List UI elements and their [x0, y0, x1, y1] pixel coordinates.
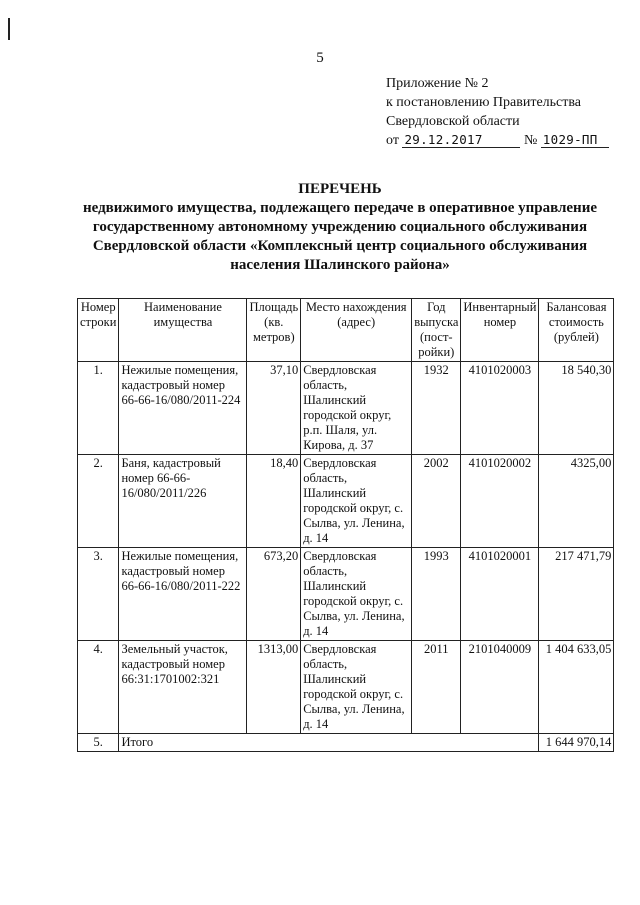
cell-row-number: 4.: [78, 641, 119, 734]
cell-inventory-number: 4101020003: [461, 362, 539, 455]
cell-address: Свердловская область, Шалинский городской округ, с. Сылва, ул. Ленина, д. 14: [301, 641, 412, 734]
cell-inventory-number: 4101020001: [461, 548, 539, 641]
table-row: [78, 455, 614, 548]
cell-property-name: Земельный участок, кадастровый номер 66:31:1701002:321: [119, 641, 247, 734]
number-prefix: №: [523, 133, 538, 148]
cell-address: Свердловская область, Шалинский городской округ, с. Сылва, ул. Ленина, д. 14: [301, 455, 412, 548]
property-table: [77, 298, 614, 752]
cell-row-number: 1.: [78, 362, 119, 455]
title-heading: ПЕРЕЧЕНЬ: [298, 181, 382, 197]
cell-balance-cost: 217 471,79: [539, 548, 614, 641]
appendix-block: [386, 74, 609, 150]
resolution-date: 29.12.2017: [402, 132, 520, 148]
cell-balance-cost: 18 540,30: [539, 362, 614, 455]
cell-address: Свердловская область, Шалинский городской округ, р.п. Шаля, ул. Кирова, д. 37: [301, 362, 412, 455]
header-row-number: Номер строки: [78, 299, 119, 362]
page-edge-mark: [8, 18, 10, 40]
header-area: Площадь (кв. метров): [247, 299, 301, 362]
cell-area: 1313,00: [247, 641, 301, 734]
cell-year: 2011: [412, 641, 461, 734]
title-body: недвижимого имущества, подлежащего передаче в оперативное управление государственному автономному учреждению социального обслуживания Свердловской области «Комплексный центр социального обслуживания населения Шалинского района»: [82, 200, 598, 273]
cell-property-name: Нежилые помещения, кадастровый номер 66-66-16/080/2011-222: [119, 548, 247, 641]
page-number: 5: [316, 50, 324, 66]
document-title: [70, 180, 610, 275]
cell-area: 37,10: [247, 362, 301, 455]
cell-total-cost: 1 644 970,14: [539, 734, 614, 752]
header-address: Место нахождения (адрес): [301, 299, 412, 362]
appendix-line-2: к постановлению Правительства: [386, 95, 582, 110]
cell-property-name: Баня, кадастровый номер 66-66-16/080/2011/226: [119, 455, 247, 548]
header-year: Год выпуска (пост-ройки): [412, 299, 461, 362]
cell-total-label: Итого: [119, 734, 539, 752]
appendix-date-line: [386, 131, 609, 150]
cell-balance-cost: 4325,00: [539, 455, 614, 548]
appendix-line-1: Приложение № 2: [386, 76, 489, 91]
header-property-name: Наименование имущества: [119, 299, 247, 362]
table-row: [78, 641, 614, 734]
table-total-row: [78, 734, 614, 752]
cell-inventory-number: 4101020002: [461, 455, 539, 548]
cell-row-number: 2.: [78, 455, 119, 548]
date-prefix: от: [386, 133, 399, 148]
cell-area: 673,20: [247, 548, 301, 641]
header-inventory-number: Инвентарный номер: [461, 299, 539, 362]
resolution-number: 1029-ПП: [541, 132, 609, 148]
cell-year: 1993: [412, 548, 461, 641]
table-header-row: [78, 299, 614, 362]
table-row: [78, 362, 614, 455]
cell-area: 18,40: [247, 455, 301, 548]
cell-row-number: 3.: [78, 548, 119, 641]
cell-row-number: 5.: [78, 734, 119, 752]
cell-property-name: Нежилые помещения, кадастровый номер 66-66-16/080/2011-224: [119, 362, 247, 455]
cell-year: 1932: [412, 362, 461, 455]
appendix-line-3: Свердловской области: [386, 114, 520, 129]
table-row: [78, 548, 614, 641]
cell-year: 2002: [412, 455, 461, 548]
cell-address: Свердловская область, Шалинский городской округ, с. Сылва, ул. Ленина, д. 14: [301, 548, 412, 641]
cell-inventory-number: 2101040009: [461, 641, 539, 734]
header-balance-cost: Балансовая стоимость (рублей): [539, 299, 614, 362]
cell-balance-cost: 1 404 633,05: [539, 641, 614, 734]
